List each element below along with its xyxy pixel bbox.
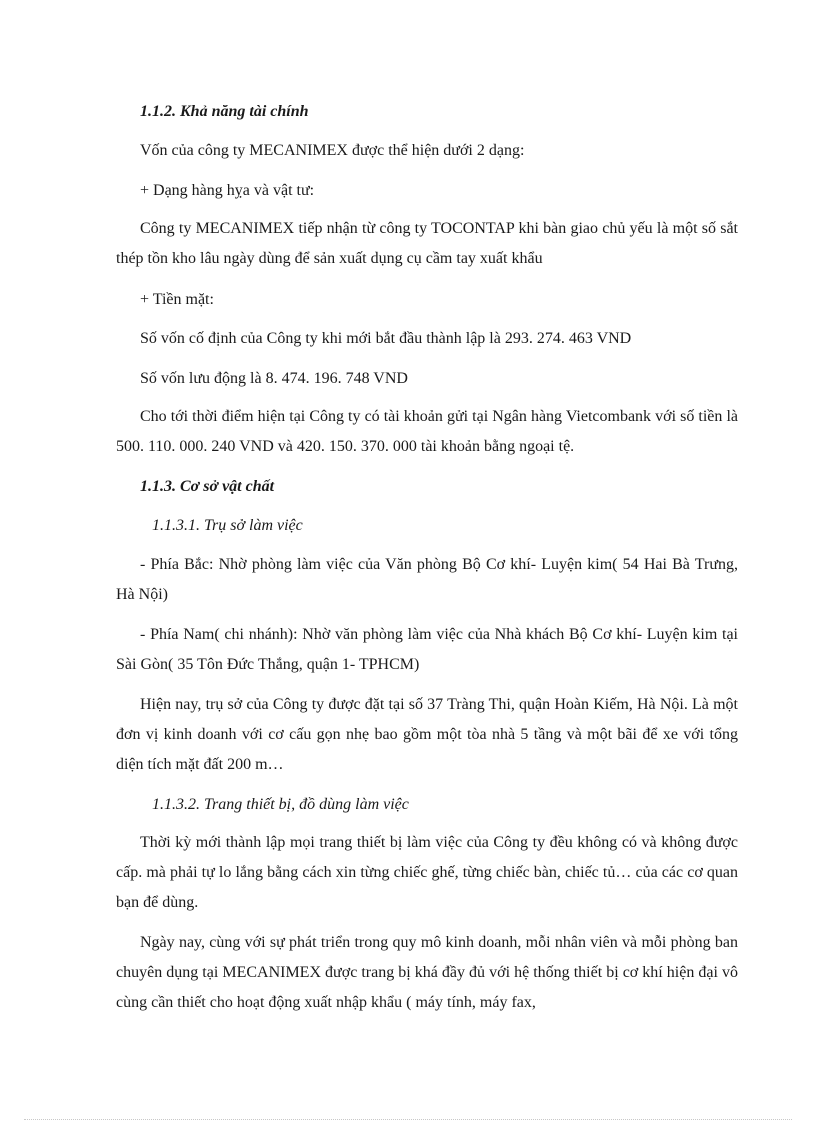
paragraph-goods-materials: + Dạng hàng hỵa và vật tư: (140, 182, 315, 199)
subsection-heading-1-1-3-1: 1.1.3.1. Trụ sở làm việc (152, 517, 303, 534)
subsection-heading-1-1-3-2: 1.1.3.2. Trang thiết bị, đồ dùng làm việc (152, 796, 409, 813)
paragraph-fixed-capital: Số vốn cố định của Công ty khi mới bắt đầu thành lập là 293. 274. 463 VND (140, 330, 632, 347)
section-heading-1-1-2: 1.1.2. Khả năng tài chính (140, 103, 309, 120)
paragraph-headquarters: Hiện nay, trụ sở của Công ty được đặt tại số 37 Tràng Thi, quận Hoàn Kiếm, Hà Nội. Là một đơn vị kinh doanh với cơ cấu gọn nhẹ bao gồm một tòa nhà 5 tầng và một bãi để xe với tổng diện tích mặt đất 200 m… (116, 696, 738, 773)
section-heading-1-1-3: 1.1.3. Cơ sở vật chất (140, 478, 275, 495)
paragraph-working-capital: Số vốn lưu động là 8. 474. 196. 748 VND (140, 370, 408, 387)
paragraph-modern-equipment: Ngày nay, cùng với sự phát triển trong quy mô kinh doanh, mỗi nhân viên và mỗi phòng ban chuyên dụng tại MECANIMEX được trang bị khá đầy đủ với hệ thống thiết bị cơ khí hiện đại vô cùng cần thiết cho hoạt động xuất nhập khẩu ( máy tính, máy fax, (116, 934, 738, 1011)
paragraph-cash: + Tiền mặt: (140, 291, 214, 308)
paragraph-tocontap-handover: Công ty MECANIMEX tiếp nhận từ công ty TOCONTAP khi bàn giao chủ yếu là một số sắt thép tồn kho lâu ngày dùng để sản xuất dụng cụ cầm tay xuất khẩu (116, 220, 738, 267)
page-bottom-border (24, 1119, 792, 1120)
paragraph-bank-account: Cho tới thời điểm hiện tại Công ty có tài khoản gửi tại Ngân hàng Vietcombank với số tiền là 500. 110. 000. 240 VND và 420. 150. 370. 000 tài khoản bằng ngoại tệ. (116, 408, 738, 455)
paragraph-capital-intro: Vốn của công ty MECANIMEX được thể hiện dưới 2 dạng: (140, 142, 525, 159)
paragraph-north-office: - Phía Bắc: Nhờ phòng làm việc của Văn phòng Bộ Cơ khí- Luyện kim( 54 Hai Bà Trưng, Hà Nội) (116, 556, 738, 603)
paragraph-south-branch: - Phía Nam( chi nhánh): Nhờ văn phòng làm việc của Nhà khách Bộ Cơ khí- Luyện kim tại Sài Gòn( 35 Tôn Đức Thắng, quận 1- TPHCM) (116, 626, 738, 673)
paragraph-early-equipment: Thời kỳ mới thành lập mọi trang thiết bị làm việc của Công ty đều không có và không được cấp. mà phải tự lo lắng bằng cách xin từng chiếc ghế, từng chiếc bàn, chiếc tủ… của các cơ quan bạn để dùng. (116, 834, 738, 911)
